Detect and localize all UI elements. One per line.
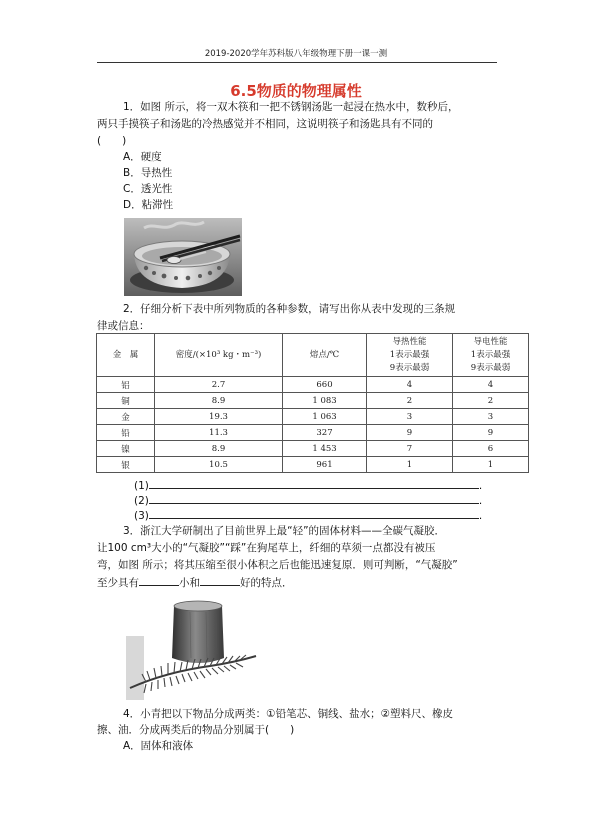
header-electrical-conductivity: 导电性能 1表示最强 9表示最弱 <box>453 334 529 377</box>
q2-line1: 2．仔细分析下表中所列物质的各种参数，请写出你从表中发现的三条规 <box>123 303 456 315</box>
page-title: 6.5物质的物理属性 <box>230 82 362 100</box>
header-thermal-conductivity: 导热性能 1表示最强 9表示最弱 <box>367 334 453 377</box>
q2-answer-2: (2) . <box>134 495 483 507</box>
table-row: 银 10.5 961 1 1 <box>97 457 529 473</box>
answer-blank[interactable] <box>149 478 479 489</box>
metal-properties-table <box>96 333 529 473</box>
bowl-chopsticks-photo <box>124 218 242 296</box>
table-row: 铝 2.7 660 4 4 <box>97 377 529 393</box>
q3-line4: 至少具有 小和 好的特点． <box>97 577 293 589</box>
q1-line3: ( ) <box>97 135 127 147</box>
answer-blank[interactable] <box>149 508 479 519</box>
table-header-row <box>97 334 529 377</box>
header-melting-point: 熔点/℃ <box>283 334 367 377</box>
fill-blank-2[interactable] <box>200 575 240 586</box>
header-density: 密度/(×10³ kg・m⁻³) <box>155 334 283 377</box>
q4-line1: 4．小青把以下物品分成两类：①铅笔芯、铜线、盐水；②塑料尺、橡皮 <box>123 708 454 720</box>
q1-option-a: A．硬度 <box>123 151 162 163</box>
aerogel-grass-photo <box>126 596 258 700</box>
q4-line2: 擦、油．分成两类后的物品分别属于( ) <box>97 724 295 736</box>
header-divider <box>97 62 497 63</box>
q1-line2: 两只手摸筷子和汤匙的冷热感觉并不相同，这说明筷子和汤匙具有不同的 <box>97 118 433 130</box>
table-row: 铅 11.3 327 9 9 <box>97 425 529 441</box>
q2-answer-3: (3) . <box>134 510 483 522</box>
q3-line3: 弯，如图 所示；将其压缩至很小体积之后也能迅速复原．则可判断，“气凝胶” <box>97 559 458 571</box>
q1-option-d: D．粘滞性 <box>123 199 174 211</box>
page-header: 2019-2020学年苏科版八年级物理下册一课一测 <box>204 49 388 59</box>
header-metal: 金 属 <box>97 334 155 377</box>
q3-line1: 3．浙江大学研制出了目前世界上最“轻”的固体材料——全碳气凝胶． <box>123 525 446 537</box>
q2-line2: 律或信息： <box>97 320 150 332</box>
q3-line2: 让100 cm³大小的“气凝胶”“踩”在狗尾草上，纤细的草须一点都没有被压 <box>97 542 436 554</box>
table-row: 镍 8.9 1 453 7 6 <box>97 441 529 457</box>
q1-option-c: C．透光性 <box>123 183 173 195</box>
q1-option-b: B．导热性 <box>123 167 173 179</box>
table-row: 金 19.3 1 063 3 3 <box>97 409 529 425</box>
q1-line1: 1．如图 所示，将一双木筷和一把不锈钢汤匙一起浸在热水中，数秒后， <box>123 101 459 113</box>
fill-blank-1[interactable] <box>139 575 179 586</box>
answer-blank[interactable] <box>149 493 479 504</box>
q2-answer-1: (1) . <box>134 480 483 492</box>
q4-option-a: A．固体和液体 <box>123 740 194 752</box>
table-row: 铜 8.9 1 083 2 2 <box>97 393 529 409</box>
